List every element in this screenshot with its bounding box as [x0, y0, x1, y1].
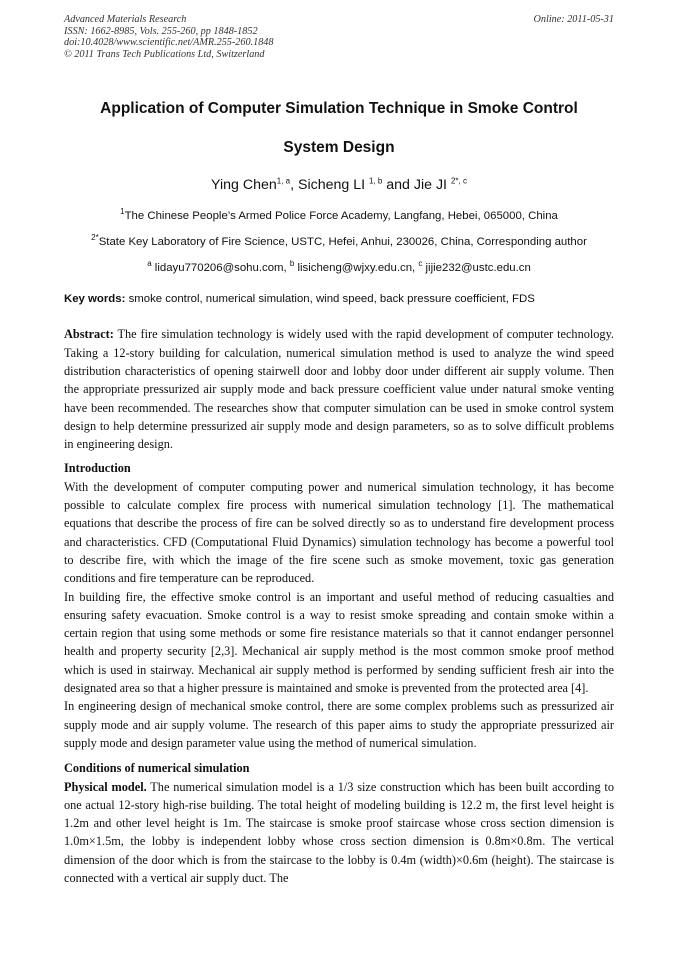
author-separator: ,: [290, 177, 298, 194]
email-b-sup: b: [289, 259, 295, 269]
introduction-heading: Introduction: [64, 461, 131, 476]
affiliation-1-sup: 1: [120, 207, 125, 217]
keywords: [64, 292, 614, 307]
paper-page: [64, 14, 614, 887]
abstract: [64, 325, 614, 453]
abstract-label: Abstract:: [64, 327, 114, 342]
email-line: [64, 255, 614, 281]
author-1-sup: 1, a: [276, 176, 291, 186]
introduction-paragraph-2: In building fire, the effective smoke control is an important and useful method of reducing casualties and ensuring safety evacuation. Smoke control is a way to resist smoke spreading and contain smoke within a certain region that using some methods or some fire resistance materials so that it cannot endanger personnel health and property security [2,3]. Mechanical air supply method is the most common smoke proof method which is used in stairway. Mechanical air supply method is performed by sending sufficient fresh air into the designated area so that a higher pressure is maintained and smoke is prevented from the protected area [4].: [64, 589, 614, 696]
physical-model-label: Physical model.: [64, 779, 147, 794]
affiliation-2: [64, 229, 614, 255]
author-3-name: Jie JI: [413, 177, 451, 194]
email-a: lidayu770206@sohu.com,: [151, 262, 290, 275]
introduction-section: [64, 459, 614, 752]
title-line-1: Application of Computer Simulation Technique in Smoke Control: [100, 100, 578, 118]
affiliation-2-text: State Key Laboratory of Fire Science, USTC, Hefei, Anhui, 230026, China, Corresponding author: [98, 236, 587, 249]
email-a-sup: a: [147, 259, 152, 269]
physical-model-text: The numerical simulation model is a 1/3 size construction which has been built according to one actual 12-story high-rise building. The total height of modeling building is 12.2 m, the first level height is 1.2m and other level height is 1m. The staircase is smoke proof staircase whose cross section dimension is 1.0m×1.5m, the lobby is independent lobby whose cross section dimension is 0.8m×0.8m. The vertical dimension of the door which is from the staircase to the lobby is 0.4m (width)×0.6m (height). The staircase is connected with a vertical air supply duct. The: [64, 779, 615, 885]
email-c: jijie232@ustc.edu.cn: [422, 262, 531, 275]
author-separator: and: [382, 177, 414, 194]
conditions-heading: Conditions of numerical simulation: [64, 761, 250, 776]
keywords-label: Key words:: [64, 293, 126, 306]
copyright-line: © 2011 Trans Tech Publications Ltd, Switzerland: [64, 48, 265, 60]
affiliation-2-sup: 2*: [91, 233, 99, 243]
introduction-paragraph-1: With the development of computer computing power and numerical simulation technology, it has become possible to calculate complex fire process with numerical simulation technology [1]. The mathematical equations that describe the process of fire can be solved directly so as to understand fire development process and characteristics. CFD (Computational Fluid Dynamics) simulation technology has become a powerful tool to describe fire, with which the image of the fire scene such as smoke movement, toxic gas generation conditions and fire temperature can be reproduced.: [64, 479, 614, 586]
journal-header: [64, 14, 614, 60]
title-line-2: System Design: [283, 139, 395, 157]
author-2-sup: 1, b: [368, 176, 383, 186]
email-b: lisicheng@wjxy.edu.cn,: [294, 262, 419, 275]
paper-title: [64, 89, 614, 167]
doi-line: doi:10.4028/www.scientific.net/AMR.255-260.1848: [64, 37, 274, 49]
abstract-text: The fire simulation technology is widely used with the rapid development of computer technology. Taking a 12-story building for calculation, numerical simulation method is used to analyze the wind speed distribution characteristics of opening stairwell door and lobby door under different air supply volume. Then the appropriate pressurized air supply mode and back pressure coefficient value under natural smoke venting have been recommended. The researches show that computer simulation can be used in smoke control system design to help determine pressurized air supply mode and design parameters, so as to solve difficult problems in engineering design.: [64, 327, 614, 452]
online-date: Online: 2011-05-31: [533, 14, 614, 25]
author-1-name: Ying Chen: [211, 177, 277, 194]
introduction-paragraph-3: In engineering design of mechanical smoke control, there are some complex problems such as pressurized air supply mode and air supply volume. The research of this paper aims to study the appropriate pressurized air supply mode and design parameter value using the method of numerical simulation.: [64, 699, 614, 750]
affiliation-1: [64, 203, 614, 229]
issn-line: ISSN: 1662-8985, Vols. 255-260, pp 1848-1852: [64, 25, 258, 37]
affiliation-1-text: The Chinese People’s Armed Police Force Academy, Langfang, Hebei, 065000, China: [124, 210, 558, 223]
journal-name: Advanced Materials Research: [64, 14, 187, 25]
email-c-sup: c: [418, 259, 423, 269]
author-list: [64, 167, 614, 203]
keywords-text: smoke control, numerical simulation, wind speed, back pressure coefficient, FDS: [125, 293, 535, 306]
conditions-section: [64, 759, 614, 887]
author-2-name: Sicheng LI: [297, 177, 369, 194]
author-3-sup: 2*, c: [450, 176, 467, 186]
physical-model-paragraph: [64, 778, 614, 888]
